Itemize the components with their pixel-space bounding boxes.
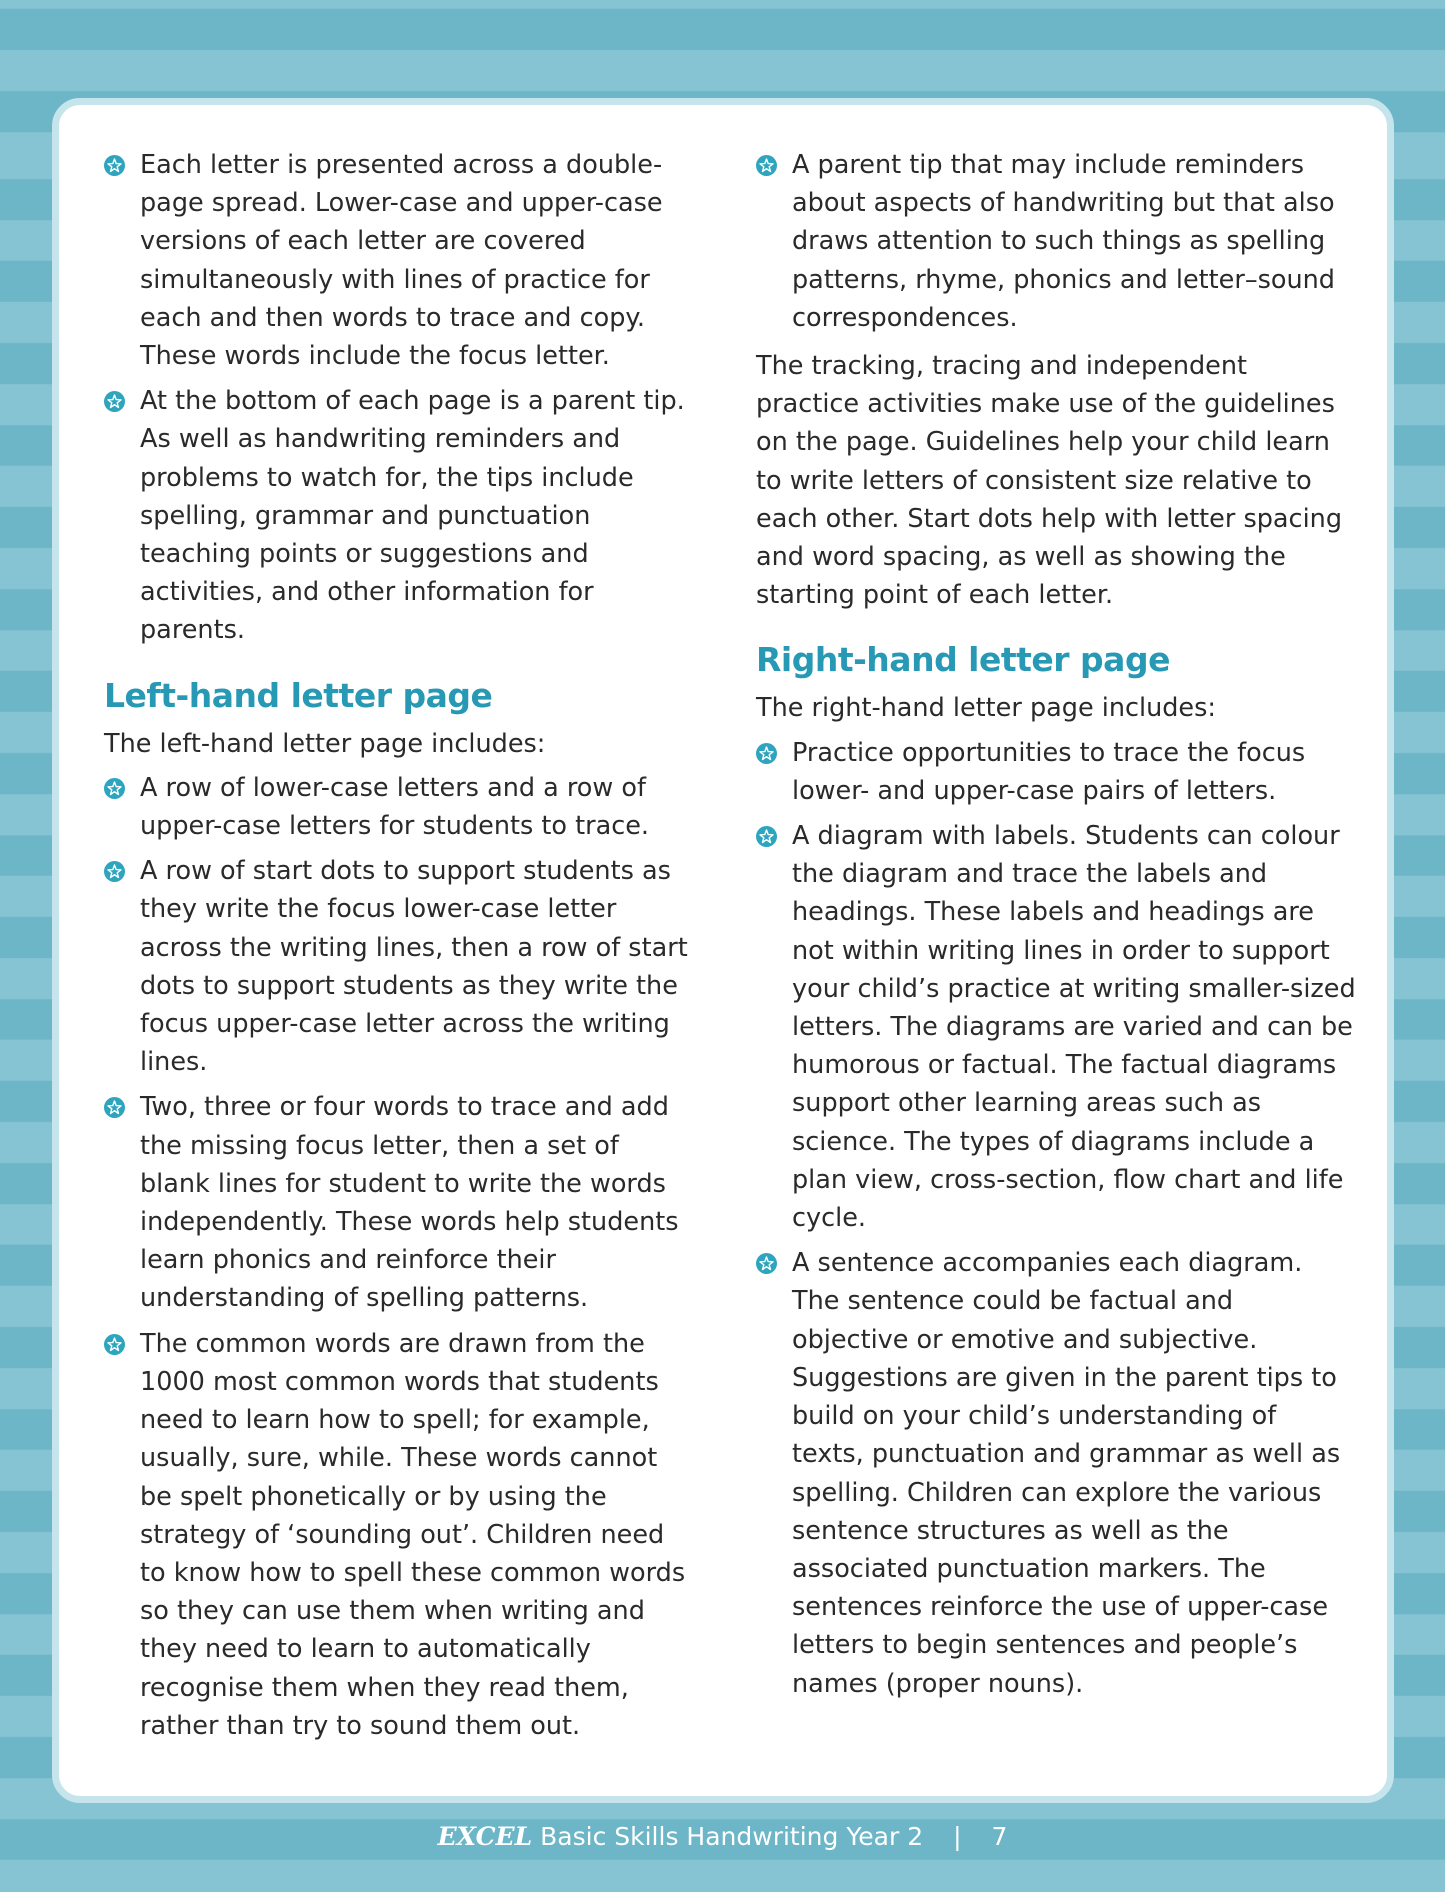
bullet-text: Practice opportunities to trace the focus lower- and upper-case pairs of letters. — [792, 737, 1306, 806]
right-column — [756, 146, 1356, 1710]
list-item — [104, 769, 694, 845]
bullet-text: Each letter is presented across a double-page spread. Lower-case and upper-case versions of each letter are covered simultaneously with lines of practice for each and then words to trace and copy. These words include the focus letter. — [140, 150, 663, 372]
list-item — [756, 817, 1356, 1237]
left-hand-heading: Left-hand letter page — [104, 675, 493, 715]
list-item — [756, 146, 1356, 337]
star-bullet-icon — [104, 391, 125, 412]
right-hand-bullet-list — [756, 734, 1356, 1703]
list-item — [104, 1088, 694, 1317]
left-hand-intro: The left-hand letter page includes: — [104, 728, 546, 759]
right-hand-intro: The right-hand letter page includes: — [756, 693, 1216, 724]
star-bullet-icon — [104, 778, 125, 799]
star-bullet-icon — [756, 1253, 777, 1274]
star-bullet-icon — [756, 155, 777, 176]
footer-title: Basic Skills Handwriting Year 2 — [540, 1822, 924, 1851]
list-item — [104, 1325, 694, 1745]
left-hand-bullet-list — [104, 769, 694, 1745]
footer-separator: | — [953, 1822, 962, 1851]
bullet-text: A parent tip that may include reminders about aspects of handwriting but that also draws attention to such things as spelling patterns, rhyme, phonics and letter–sound correspondences. — [792, 150, 1335, 333]
guidelines-paragraph: The tracking, tracing and independent practice activities make use of the guidelines on the page. Guidelines help your child learn to write letters of consistent size relative to each other. Start dots help with letter spacing and word spacing, as well as showing the starting point of each letter. — [756, 351, 1343, 611]
right-hand-heading: Right-hand letter page — [756, 640, 1170, 680]
left-column — [104, 146, 694, 1752]
bullet-text: A sentence accompanies each diagram. The sentence could be factual and objective or emotive and subjective. Suggestions are given in the parent tips to build on your child’s understanding of texts, punctuation and grammar as well as spelling. Children can explore the various sentence structures as well as the associated punctuation markers. The sentences reinforce the use of upper-case letters to begin sentences and people’s names (proper nouns). — [792, 1248, 1341, 1699]
star-bullet-icon — [756, 826, 777, 847]
right-top-bullet-list — [756, 146, 1356, 337]
bullet-text: A row of start dots to support students as they write the focus lower-case letter across the writing lines, then a row of start dots to support students as they write the focus upper-case letter across the writing lines. — [140, 856, 688, 1078]
list-item — [104, 382, 694, 649]
list-item — [104, 146, 694, 375]
list-item — [756, 734, 1356, 810]
left-top-bullet-list — [104, 146, 694, 650]
star-bullet-icon — [104, 1334, 125, 1355]
star-bullet-icon — [756, 743, 777, 764]
bullet-text: A diagram with labels. Students can colour the diagram and trace the labels and headings. These labels and headings are not within writing lines in order to support your child’s practice at writing smaller-sized letters. The diagrams are varied and can be humorous or factual. The factual diagrams support other learning areas such as science. The types of diagrams include a plan view, cross-section, flow chart and life cycle. — [792, 821, 1356, 1234]
star-bullet-icon — [104, 155, 125, 176]
star-bullet-icon — [104, 1097, 125, 1118]
bullet-text: At the bottom of each page is a parent tip. As well as handwriting reminders and problems to watch for, the tips include spelling, grammar and punctuation teaching points or suggestions and activities, and other information for parents. — [140, 386, 685, 646]
page-footer — [0, 1822, 1445, 1851]
footer-brand: EXCEL — [437, 1822, 533, 1851]
page-number: 7 — [991, 1822, 1008, 1851]
star-bullet-icon — [104, 861, 125, 882]
bullet-text: A row of lower-case letters and a row of upper-case letters for students to trace. — [140, 772, 650, 842]
bullet-text: Two, three or four words to trace and add the missing focus letter, then a set of blank lines for student to write the words independently. These words help students learn phonics and reinforce their understanding of spelling patterns. — [140, 1092, 679, 1314]
list-item — [756, 1244, 1356, 1702]
list-item — [104, 852, 694, 1081]
bullet-text: The common words are drawn from the 1000 most common words that students need to learn how to spell; for example, usually, sure, while. These words cannot be spelt phonetically or by using the strategy of ‘sounding out’. Children need to know how to spell these common words so they can use them when writing and they need to learn to automatically recognise them when they read them, rather than try to sound them out. — [140, 1328, 686, 1741]
